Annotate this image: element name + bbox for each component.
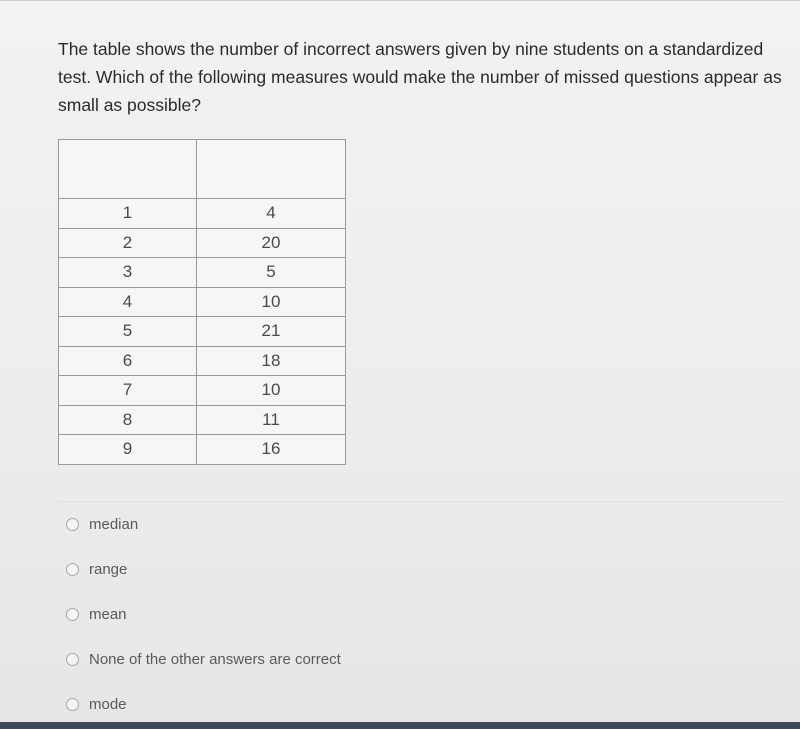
student-cell: 3 <box>59 258 197 288</box>
radio-button[interactable] <box>66 698 79 711</box>
table-row <box>59 199 346 229</box>
table-header-row <box>59 140 346 199</box>
table-row <box>59 346 346 376</box>
incorrect-answers-cell: 11 <box>197 405 346 435</box>
option-none-correct[interactable] <box>58 637 788 682</box>
table-row <box>59 376 346 406</box>
incorrect-answers-cell: 10 <box>197 376 346 406</box>
option-mean[interactable] <box>58 592 788 637</box>
question-text: The table shows the number of incorrect answers given by nine students on a standardized test. Which of the following measures would make the number of missed questions appear as small as possible? <box>58 39 782 115</box>
table-row <box>59 317 346 347</box>
table-row <box>59 435 346 465</box>
table-row <box>59 287 346 317</box>
incorrect-answers-cell: 16 <box>197 435 346 465</box>
student-cell: 8 <box>59 405 197 435</box>
radio-button[interactable] <box>66 563 79 576</box>
incorrect-answers-cell: 4 <box>197 199 346 229</box>
student-cell: 7 <box>59 376 197 406</box>
radio-button[interactable] <box>66 653 79 666</box>
incorrect-answers-cell: 10 <box>197 287 346 317</box>
option-label: range <box>89 561 128 578</box>
incorrect-answers-cell: 20 <box>197 228 346 258</box>
incorrect-answers-cell: 18 <box>197 346 346 376</box>
data-table <box>58 139 346 465</box>
option-range[interactable] <box>58 547 788 592</box>
option-label: mean <box>89 606 127 623</box>
incorrect-answers-cell: 5 <box>197 258 346 288</box>
student-cell: 2 <box>59 228 197 258</box>
table-row <box>59 258 346 288</box>
student-cell: 5 <box>59 317 197 347</box>
student-cell: 4 <box>59 287 197 317</box>
option-mode[interactable] <box>58 682 788 727</box>
table-row <box>59 405 346 435</box>
radio-button[interactable] <box>66 608 79 621</box>
option-label: median <box>89 516 139 533</box>
student-cell: 1 <box>59 199 197 229</box>
table-header-cell <box>197 140 346 199</box>
table-row <box>59 228 346 258</box>
radio-button[interactable] <box>66 518 79 531</box>
incorrect-answers-cell: 21 <box>197 317 346 347</box>
option-median[interactable] <box>58 502 788 547</box>
bottom-bar <box>0 722 800 729</box>
student-cell: 9 <box>59 435 197 465</box>
table-header-cell <box>59 140 197 199</box>
answer-options <box>58 501 788 727</box>
student-cell: 6 <box>59 346 197 376</box>
option-label: None of the other answers are correct <box>89 651 341 668</box>
option-label: mode <box>89 696 127 713</box>
